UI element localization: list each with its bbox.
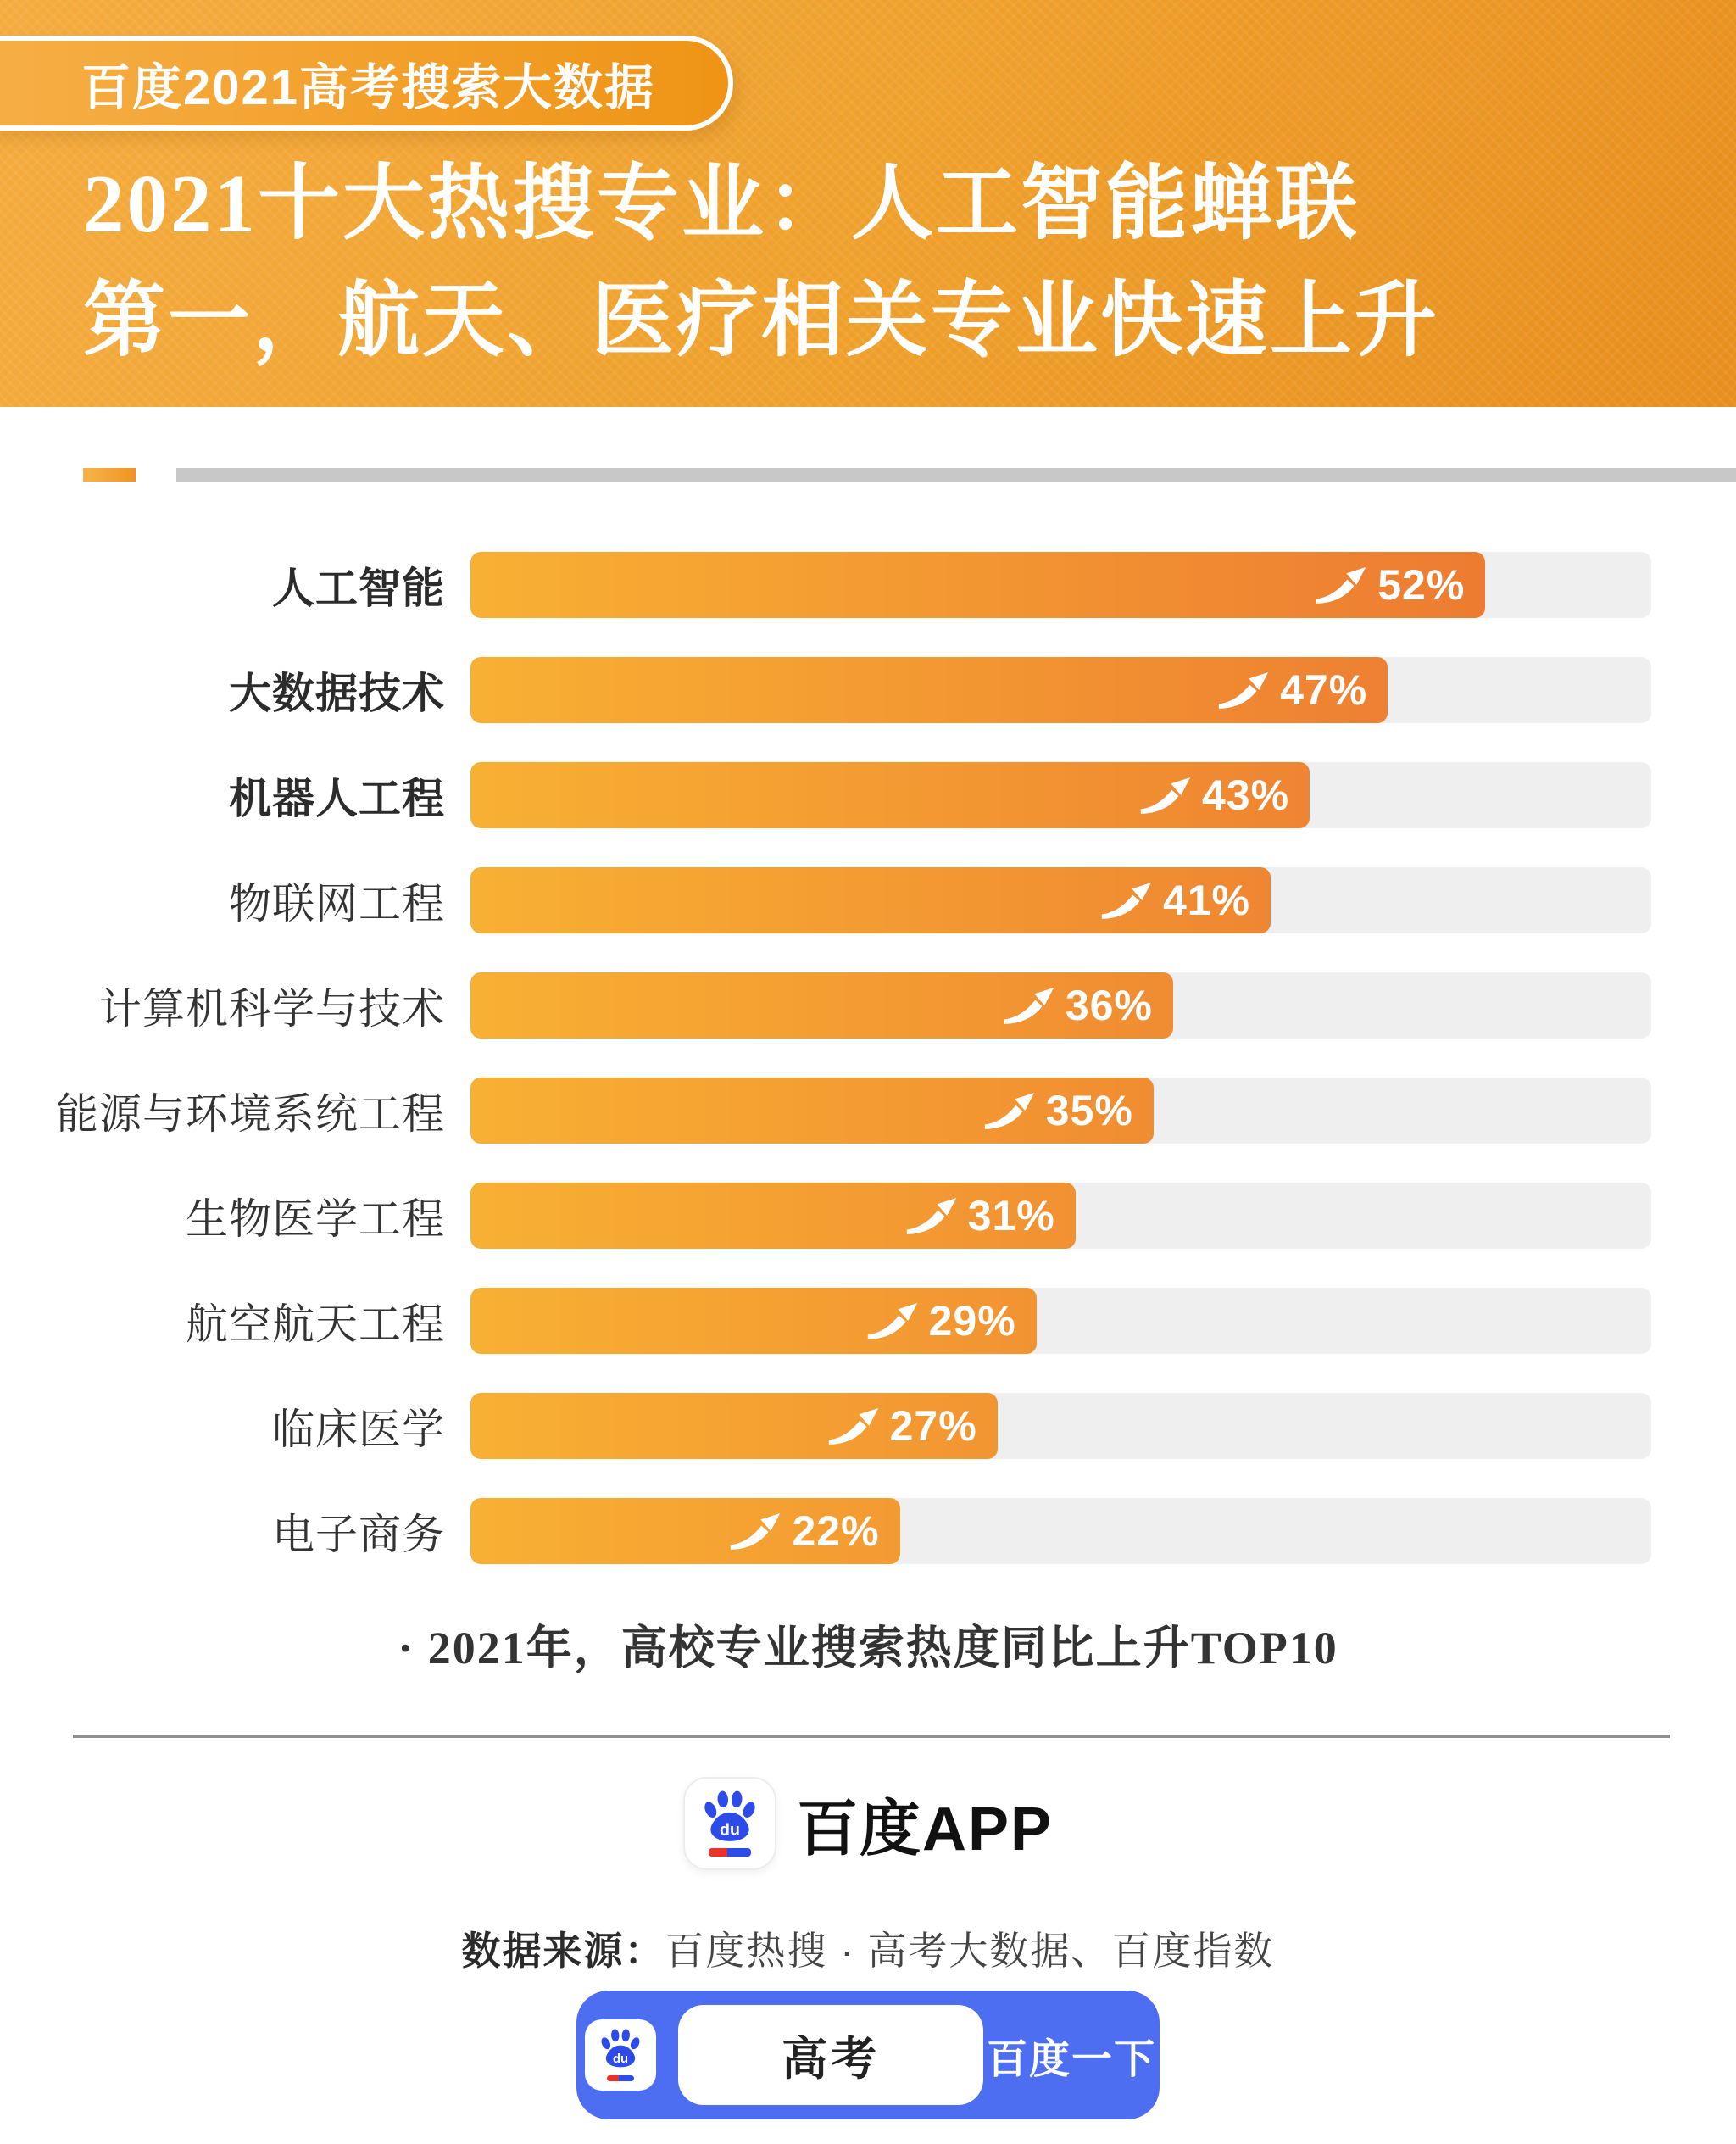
page-title — [83, 146, 1685, 380]
bar-value-label: 47% — [1280, 666, 1368, 714]
bar-value-label: 29% — [928, 1297, 1016, 1345]
trend-up-arrow-icon — [866, 1300, 919, 1342]
data-source-line — [0, 1926, 1736, 1975]
divider-line — [176, 468, 1736, 482]
trend-up-arrow-icon — [1217, 669, 1270, 711]
bar-track — [470, 762, 1651, 828]
bar-row — [0, 743, 1736, 848]
bar-category-label: 大数据技术 — [229, 670, 445, 717]
search-baidu-icon — [585, 2019, 656, 2091]
bar-category-label: 物联网工程 — [229, 880, 445, 927]
bar-category-label: 能源与环境系统工程 — [56, 1090, 445, 1138]
trend-up-arrow-icon — [827, 1405, 880, 1447]
search-paw-icon — [599, 2029, 642, 2073]
trend-up-arrow-icon — [1139, 774, 1192, 816]
bar-rows — [0, 532, 1736, 1584]
search-input[interactable]: 高考 — [678, 2005, 983, 2105]
bar-track — [470, 552, 1651, 618]
bar-value-label: 52% — [1377, 561, 1466, 609]
baidu-app-name: 百度APP — [796, 1796, 1054, 1863]
bar-fill — [470, 1078, 1154, 1144]
underline-blue-segment — [727, 1848, 751, 1857]
page-title-line1: 2021十大热搜专业：人工智能蝉联 — [83, 159, 1360, 249]
bar-row — [0, 1058, 1736, 1163]
search-underline-blue — [619, 2075, 634, 2081]
trend-up-arrow-icon — [729, 1510, 782, 1552]
paw-du-label: du — [720, 1820, 740, 1840]
bar-fill — [470, 657, 1388, 723]
footer-divider — [73, 1735, 1670, 1738]
bar-track — [470, 1498, 1651, 1564]
section-divider — [0, 468, 1736, 482]
page-title-line2: 第一，航天、医疗相关专业快速上升 — [83, 276, 1439, 366]
header-banner — [0, 0, 1736, 407]
chart-caption: · 2021年，高校专业搜索热度同比上升TOP10 — [398, 1623, 1338, 1673]
bar-value-label: 22% — [792, 1507, 880, 1555]
baidu-paw-icon — [702, 1790, 758, 1843]
bar-track — [470, 1393, 1651, 1459]
bar-value-label: 27% — [889, 1402, 977, 1450]
trend-up-arrow-icon — [1003, 984, 1055, 1027]
bar-category-label: 生物医学工程 — [186, 1195, 445, 1243]
baidu-app-logo — [0, 1777, 1736, 1870]
trend-up-arrow-icon — [905, 1195, 958, 1237]
bar-track — [470, 657, 1651, 723]
data-source-text: 百度热搜 · 高考大数据、百度指数 — [665, 1929, 1275, 1973]
bar-fill — [470, 1498, 900, 1564]
bar-value-label: 36% — [1065, 982, 1153, 1029]
bar-fill — [470, 972, 1173, 1039]
trend-up-arrow-icon — [983, 1089, 1036, 1132]
divider-accent-square — [83, 468, 136, 482]
bar-category-label: 机器人工程 — [229, 775, 445, 822]
search-submit-button[interactable]: 百度一下 — [986, 2036, 1156, 2082]
search-underline-icon — [607, 2075, 634, 2081]
bar-track — [470, 1288, 1651, 1354]
bar-row — [0, 638, 1736, 743]
baidu-search-bar — [576, 1991, 1160, 2119]
bar-value-label: 35% — [1045, 1087, 1133, 1134]
baidu-underline-icon — [709, 1848, 751, 1857]
bar-row — [0, 848, 1736, 953]
bar-track — [470, 867, 1651, 933]
bar-track — [470, 1183, 1651, 1249]
bar-track — [470, 1078, 1651, 1144]
bar-row — [0, 532, 1736, 638]
trend-up-arrow-icon — [1315, 564, 1367, 606]
search-underline-red — [607, 2075, 619, 2081]
bar-fill — [470, 1183, 1076, 1249]
bar-category-label: 临床医学 — [272, 1406, 445, 1453]
underline-red-segment — [709, 1848, 727, 1857]
header-badge: 百度2021高考搜索大数据 — [0, 36, 733, 131]
bar-track — [470, 972, 1651, 1039]
bar-row — [0, 1479, 1736, 1584]
baidu-app-icon — [683, 1777, 776, 1870]
bar-category-label: 电子商务 — [272, 1511, 445, 1558]
bar-fill — [470, 552, 1485, 618]
bar-value-label: 31% — [967, 1192, 1055, 1239]
search-paw-du-label: du — [612, 2052, 629, 2066]
bar-row — [0, 1373, 1736, 1479]
bar-fill — [470, 867, 1271, 933]
data-source-label: 数据来源： — [461, 1929, 665, 1973]
bar-row — [0, 1268, 1736, 1373]
bar-row — [0, 1163, 1736, 1268]
bar-row — [0, 953, 1736, 1058]
bar-value-label: 41% — [1162, 877, 1251, 924]
trend-up-arrow-icon — [1100, 879, 1153, 922]
bar-category-label: 航空航天工程 — [186, 1300, 445, 1348]
bar-fill — [470, 1288, 1037, 1354]
bar-value-label: 43% — [1201, 771, 1290, 819]
bar-category-label: 计算机科学与技术 — [99, 985, 445, 1033]
bar-category-label: 人工智能 — [272, 565, 445, 612]
bar-chart — [0, 532, 1736, 1584]
bar-fill — [470, 1393, 998, 1459]
bar-fill — [470, 762, 1310, 828]
